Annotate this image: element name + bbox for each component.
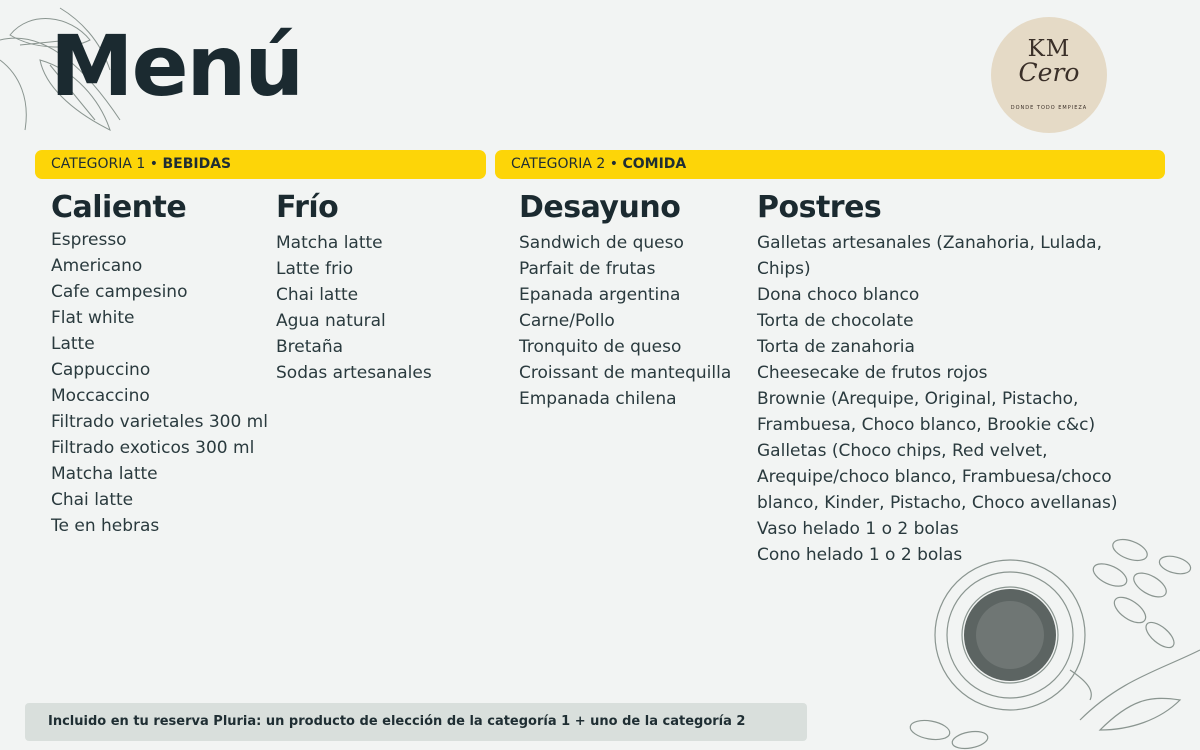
section-heading: Frío (276, 190, 339, 225)
footer-note: Incluido en tu reserva Pluria: un producto de elección de la categoría 1 + uno de la categoría 2 (25, 703, 807, 741)
menu-item: Sodas artesanales (276, 363, 432, 383)
menu-item: Latte (51, 334, 95, 354)
section-caliente (51, 190, 273, 539)
menu-item: Dona choco blanco (757, 285, 920, 305)
menu-item: Cafe campesino (51, 282, 188, 302)
menu-item: Cappuccino (51, 360, 151, 380)
menu-item: Parfait de frutas (519, 259, 656, 279)
menu-item: Moccaccino (51, 386, 150, 406)
section-heading: Postres (757, 190, 882, 225)
menu-item: Vaso helado 1 o 2 bolas (757, 519, 959, 539)
section-heading: Desayuno (519, 190, 681, 225)
logo-text-km: KM (1027, 36, 1071, 62)
menu-item: Latte frio (276, 259, 354, 279)
menu-item: Galletas (Choco chips, Red velvet, Arequipe/choco blanco, Frambuesa/choco blanco, Kinder, Pistacho, Choco avellanas) (757, 441, 1118, 513)
menu-item: Empanada chilena (519, 389, 677, 409)
menu-item: Filtrado exoticos 300 ml (51, 438, 255, 458)
menu-item: Brownie (Arequipe, Original, Pistacho, Frambuesa, Choco blanco, Brookie c&c) (757, 389, 1096, 435)
menu-list (51, 227, 273, 539)
menu-list (757, 230, 1157, 568)
category-1-bar (35, 150, 486, 179)
section-desayuno (519, 190, 741, 412)
menu-item: Bretaña (276, 337, 344, 357)
menu-item: Agua natural (276, 311, 386, 331)
menu-item: Torta de chocolate (757, 311, 914, 331)
menu-item: Epanada argentina (519, 285, 681, 305)
menu-item: Matcha latte (276, 233, 383, 253)
menu-item: Filtrado varietales 300 ml (51, 412, 268, 432)
section-postres (757, 190, 1157, 568)
menu-item: Chai latte (276, 285, 359, 305)
menu-item: Croissant de mantequilla (519, 363, 732, 383)
menu-item: Torta de zanahoria (757, 337, 915, 357)
menu-item: Cheesecake de frutos rojos (757, 363, 988, 383)
menu-item: Sandwich de queso (519, 233, 684, 253)
menu-list (519, 230, 741, 412)
category-2-prefix: CATEGORIA 2 • (511, 156, 623, 172)
menu-item: Te en hebras (51, 516, 160, 536)
page-title: Menú (50, 17, 303, 115)
menu-item: Galletas artesanales (Zanahoria, Lulada, Chips) (757, 233, 1102, 279)
logo-text-cero: Cero (1018, 58, 1080, 87)
menu-item: Cono helado 1 o 2 bolas (757, 545, 963, 565)
menu-list (276, 230, 486, 386)
category-1-name: BEBIDAS (162, 156, 232, 172)
menu-item: Chai latte (51, 490, 134, 510)
menu-item: Espresso (51, 230, 127, 250)
section-frio (276, 190, 486, 386)
menu-item: Tronquito de queso (519, 337, 682, 357)
menu-item: Americano (51, 256, 143, 276)
brand-logo (991, 17, 1107, 133)
menu-item: Matcha latte (51, 464, 158, 484)
category-2-name: COMIDA (622, 156, 687, 172)
category-1-prefix: CATEGORIA 1 • (51, 156, 163, 172)
section-heading: Caliente (51, 190, 187, 225)
logo-tagline: DONDE TODO EMPIEZA (1010, 105, 1088, 111)
menu-item: Carne/Pollo (519, 311, 615, 331)
coffee-cup-illustration (880, 530, 1200, 750)
menu-item: Flat white (51, 308, 135, 328)
category-2-bar (495, 150, 1165, 179)
